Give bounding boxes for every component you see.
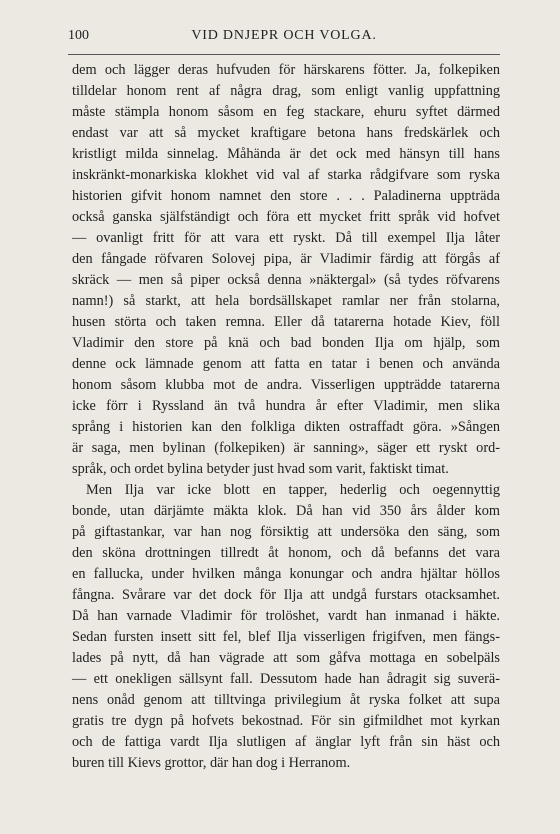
text-line: också ganska själfständigt och föra ett mycket fritt språk vid hofvet bbox=[72, 209, 500, 225]
header-rule bbox=[68, 54, 500, 55]
body-text bbox=[72, 60, 500, 774]
text-line: bonde, utan därjämte mäkta klok. Då han vid 350 års ålder kom bbox=[72, 503, 500, 519]
text-line: icke förr i Ryssland än två hundra år efter Vladimir, men slika bbox=[72, 398, 500, 414]
text-line: — ovanligt fritt för att vara ett ryskt. Då till exempel Ilja låter bbox=[72, 230, 500, 246]
text-line: — ett onekligen sällsynt fall. Dessutom hade han ådragit sig suverä- bbox=[72, 671, 500, 687]
text-line: namn!) så starkt, att hela bordsällskapet ramlar ner från stolarna, bbox=[72, 293, 500, 309]
text-line: buren till Kievs grottor, där han dog i Herranom. bbox=[72, 755, 351, 771]
text-line: språng i historien kan den folkliga dikten ostraffadt göra. »Sången bbox=[72, 419, 500, 435]
text-line: Men Ilja var icke blott en tapper, hederlig och oegennyttig bbox=[86, 482, 500, 498]
text-line: nens onåd genom att tilltvinga privilegium åt ryska folket att supa bbox=[72, 692, 500, 708]
text-line: på giftastankar, var han nog försiktig att undersöka den säng, som bbox=[72, 524, 500, 540]
text-line: den sköna drottningen tillredt åt honom, och då befanns det vara bbox=[72, 545, 500, 561]
text-line: fångna. Svårare var det dock för Ilja att undgå furstars otacksamhet. bbox=[72, 587, 500, 603]
text-line: är saga, men bylinan (folkepiken) är sanning», säger ett ryskt ord- bbox=[72, 440, 500, 456]
text-line: lades på nytt, då han vägrade att som gåfva mottaga en sobelpäls bbox=[72, 650, 500, 666]
page-number: 100 bbox=[68, 28, 89, 43]
text-line: honom såsom klubba mot de andra. Visserligen uppträdde tatarerna bbox=[72, 377, 500, 393]
page-header bbox=[68, 28, 500, 48]
running-title: VID DNJEPR OCH VOLGA. bbox=[191, 28, 377, 43]
text-line: tilldelar honom rent af några drag, som enligt vanlig uppfattning bbox=[72, 83, 500, 99]
text-line: endast var att så mycket kraftigare betona hans fredskärlek och bbox=[72, 125, 500, 141]
text-line: gratis tre dygn på hofvets bekostnad. För sin gifmildhet mot kyrkan bbox=[72, 713, 500, 729]
text-line: Då han varnade Vladimir för trolöshet, vardt han inmanad i häkte. bbox=[72, 608, 500, 624]
text-line: och de fattiga vardt Ilja slutligen af änglar lyft från sin häst och bbox=[72, 734, 500, 750]
text-line: dem och lägger deras hufvuden för härskarens fötter. Ja, folkepiken bbox=[72, 62, 500, 78]
text-line: den fångade röfvaren Solovej pipa, är Vladimir färdig att förgås af bbox=[72, 251, 500, 267]
text-line: en fallucka, under hvilken många konungar och andra hjältar höllos bbox=[72, 566, 500, 582]
text-line: kristligt milda sinnelag. Måhända är det ock med hänsyn till hans bbox=[72, 146, 500, 162]
text-line: Sedan fursten insett sitt fel, blef Ilja visserligen frigifven, men fängs- bbox=[72, 629, 500, 645]
text-line: denne ock lämnade genom att fatta en tatar i benen och använda bbox=[72, 356, 500, 372]
text-line: husen störta och taken remna. Eller då tatarerna hotade Kiev, föll bbox=[72, 314, 500, 330]
text-line: skräck — men så piper också denna »näktergal» (så tydes röfvarens bbox=[72, 272, 500, 288]
text-line: Vladimir den store på knä och bad bonden Ilja om hjälp, som bbox=[72, 335, 500, 351]
text-line: måste stämpla honom såsom en feg stackare, ehuru syftet därmed bbox=[72, 104, 500, 120]
text-line: inskränkt-monarkiska klokhet vid val af starka rådgifvare som ryska bbox=[72, 167, 500, 183]
text-line: historien gifvit honom namnet den store . . . Paladinerna uppträda bbox=[72, 188, 500, 204]
text-line: språk, och ordet bylina betyder just hvad som varit, faktiskt timat. bbox=[72, 461, 449, 477]
